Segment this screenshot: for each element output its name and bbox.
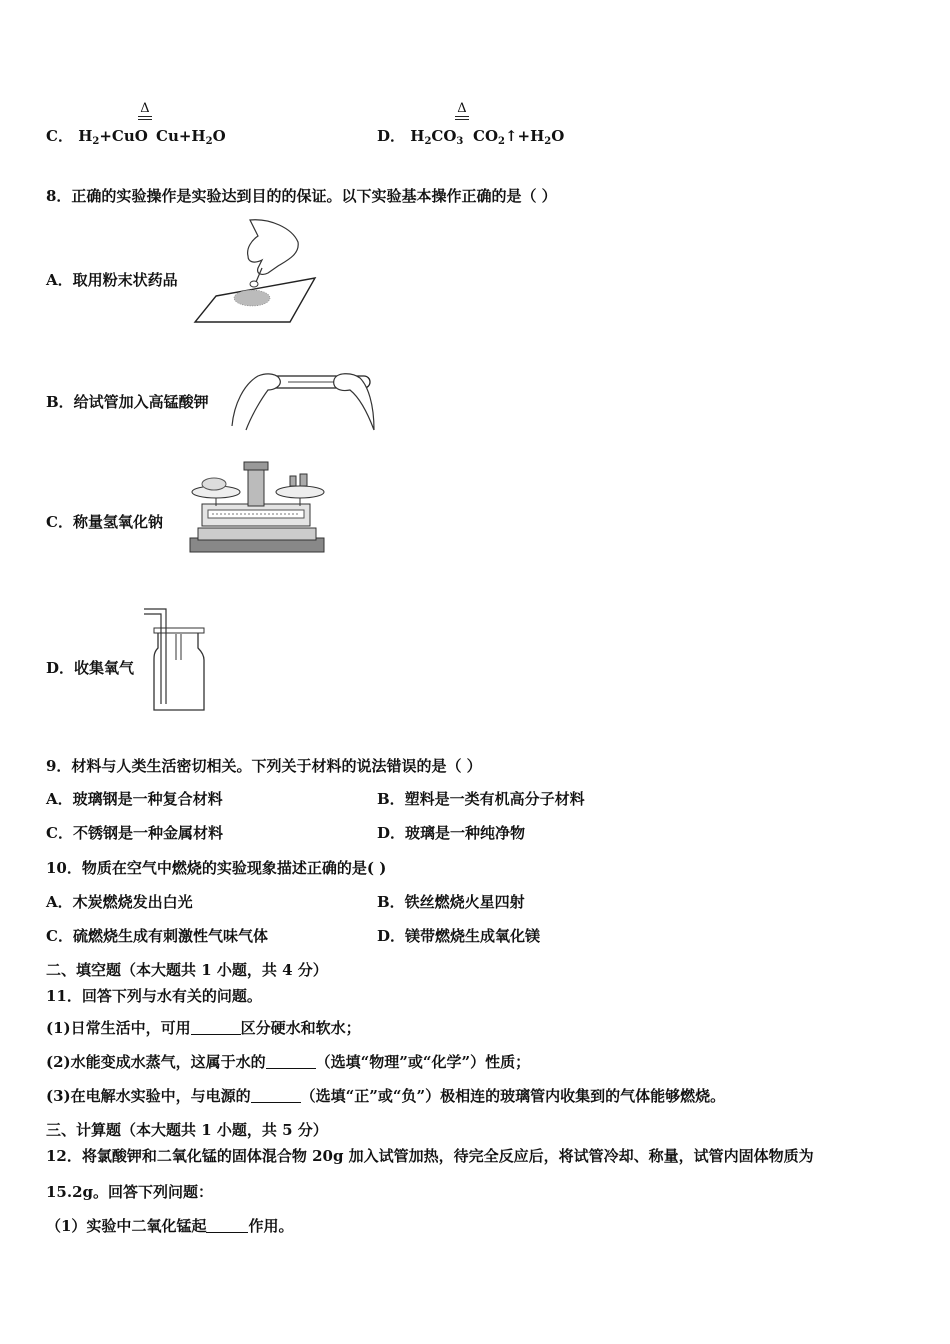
answer-blank[interactable]: [206, 1218, 248, 1233]
q11-part-2: (2)水能变成水蒸气，这属于水的 （选填“物理”或“化学”）性质；: [46, 1053, 531, 1071]
section-2-heading: 二、填空题（本大题共 1 小题，共 4 分）: [46, 961, 328, 979]
balance-illustration: [188, 460, 328, 556]
option-d-equation: D． $H_2CO_3$: [377, 127, 464, 147]
q12-part-1: （1）实验中二氧化锰起 作用。: [46, 1217, 294, 1235]
q8-option-a: A．取用粉末状药品: [46, 271, 178, 289]
answer-blank[interactable]: [266, 1054, 316, 1069]
section-3-heading: 三、计算题（本大题共 1 小题，共 5 分）: [46, 1121, 328, 1139]
d-lhs: $H_2CO_3$: [410, 127, 464, 147]
q12-stem-line2: 15.2g。回答下列问题：: [46, 1183, 214, 1201]
q9-option-b: B．塑料是一类有机高分子材料: [377, 790, 585, 808]
q10-option-d: D．镁带燃烧生成氧化镁: [377, 927, 541, 945]
q8-option-b: B．给试管加入高锰酸钾: [46, 393, 209, 411]
q8-stem: 8．正确的实验操作是实验达到目的的保证。以下实验基本操作正确的是（ ）: [46, 187, 557, 205]
c-rhs: $Cu+H_2O$: [156, 127, 226, 147]
heat-condition-d: Δ: [455, 102, 469, 120]
powder-sampling-illustration: [190, 218, 320, 328]
c-lhs: $H_2+CuO$: [78, 127, 148, 147]
q9-stem: 9．材料与人类生活密切相关。下列关于材料的说法错误的是（ ）: [46, 757, 482, 775]
q9-option-c: C．不锈钢是一种金属材料: [46, 824, 223, 842]
q10-option-c: C．硫燃烧生成有刺激性气味气体: [46, 927, 268, 945]
heat-condition-c: Δ: [138, 102, 152, 120]
q10-stem: 10．物质在空气中燃烧的实验现象描述正确的是( ): [46, 859, 387, 877]
answer-blank[interactable]: [251, 1088, 301, 1103]
q12-stem-line1: 12．将氯酸钾和二氧化锰的固体混合物 20g 加入试管加热，待完全反应后，将试管冷却、称量，试管内固体物质为: [46, 1147, 814, 1165]
q10-option-b: B．铁丝燃烧火星四射: [377, 893, 525, 911]
answer-blank[interactable]: [191, 1020, 241, 1035]
option-c-equation: C． $H_2+CuO$: [46, 127, 148, 147]
q11-stem: 11．回答下列与水有关的问题。: [46, 987, 262, 1005]
d-rhs: $CO_2↑+H_2O$: [473, 127, 565, 147]
q9-option-a: A．玻璃钢是一种复合材料: [46, 790, 223, 808]
q8-option-c: C．称量氢氧化钠: [46, 513, 163, 531]
q9-option-d: D．玻璃是一种纯净物: [377, 824, 526, 842]
q8-option-d: D．收集氧气: [46, 659, 135, 677]
q11-part-1: (1)日常生活中，可用 区分硬水和软水；: [46, 1019, 361, 1037]
q10-option-a: A．木炭燃烧发出白光: [46, 893, 193, 911]
q11-part-3: (3)在电解水实验中，与电源的 （选填“正”或“负”）极相连的玻璃管内收集到的气体能够燃烧。: [46, 1087, 726, 1105]
test-tube-illustration: [228, 364, 376, 436]
gas-collection-bottle-illustration: [140, 604, 210, 712]
